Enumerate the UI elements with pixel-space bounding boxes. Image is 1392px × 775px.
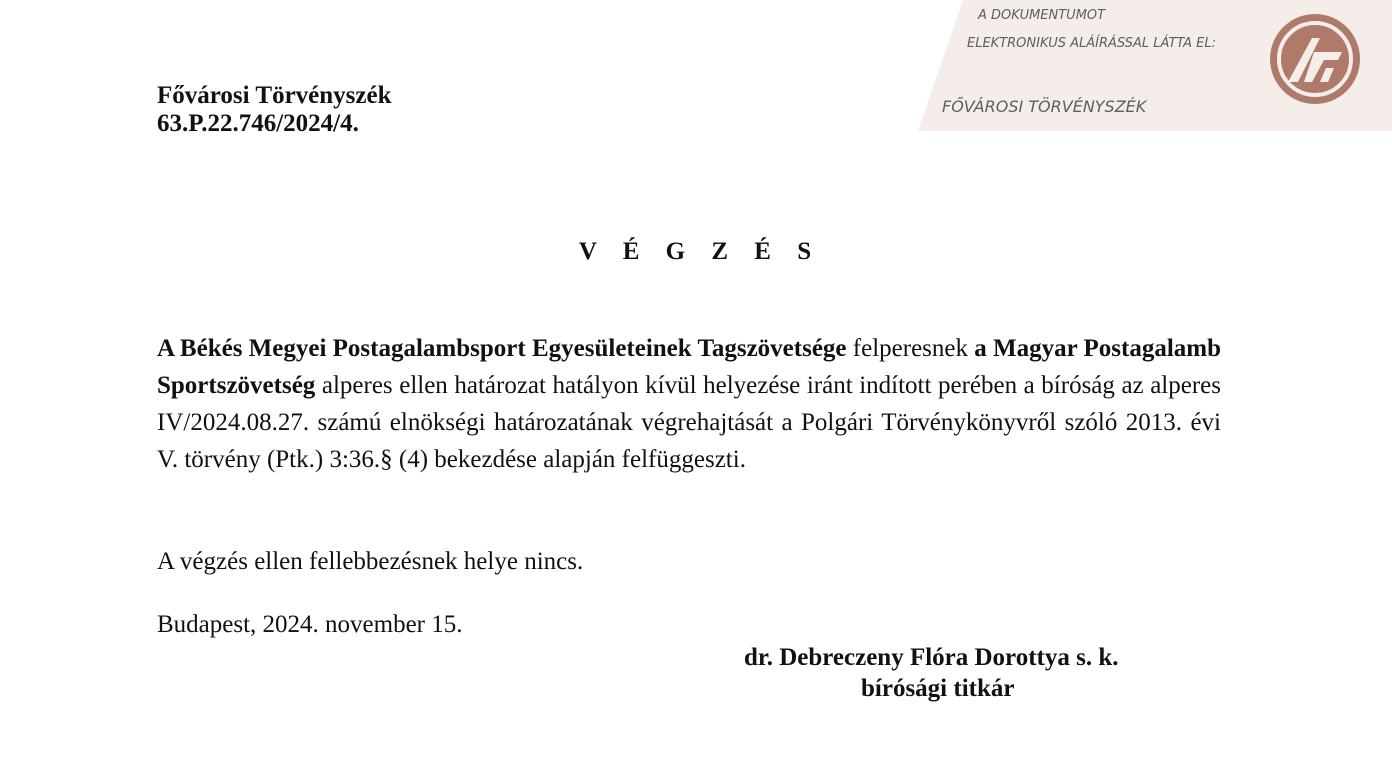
signatory-name: dr. Debreczeny Flóra Dorottya s. k. [744,644,1119,671]
stamp-line-2: ELEKTRONIKUS ALÁÍRÁSSAL LÁTTA EL: [967,36,1216,51]
decision-text [157,330,1221,478]
stamp-line-1: A DOKUMENTUMOT [978,8,1106,23]
court-name: Fővárosi Törvényszék [157,82,392,109]
plaintiff-name: A Békés Megyei Postagalambsport Egyesületeinek Tagszövetsége [157,335,847,362]
electronic-signature-stamp [918,0,1392,131]
court-seal-logo-icon [1268,12,1362,106]
signatory-role: bírósági titkár [861,675,1015,702]
defendant-name: a Magyar Postagalamb Sportszövetség [157,335,1221,399]
decision-rest: alperes ellen határozat hatályon kívül helyezése iránt indított perében a bíróság az alperes IV/2024.08.27. számú elnökségi határozatának végrehajtását a Polgári Törvénykönyvről szóló 2013. évi V. törvény (Ptk.) 3:36.§ (4) bekezdése alapján felfüggeszti. [157,372,1221,473]
no-appeal-notice: A végzés ellen fellebbezésnek helye nincs. [157,548,584,575]
plaintiff-role: felperesnek [846,335,975,362]
stamp-organization: FŐVÁROSI TÖRVÉNYSZÉK [942,97,1147,116]
place-date: Budapest, 2024. november 15. [157,611,463,638]
case-number: 63.P.22.746/2024/4. [157,110,359,137]
court-header [157,82,392,138]
document-title: V É G Z É S [578,238,822,265]
